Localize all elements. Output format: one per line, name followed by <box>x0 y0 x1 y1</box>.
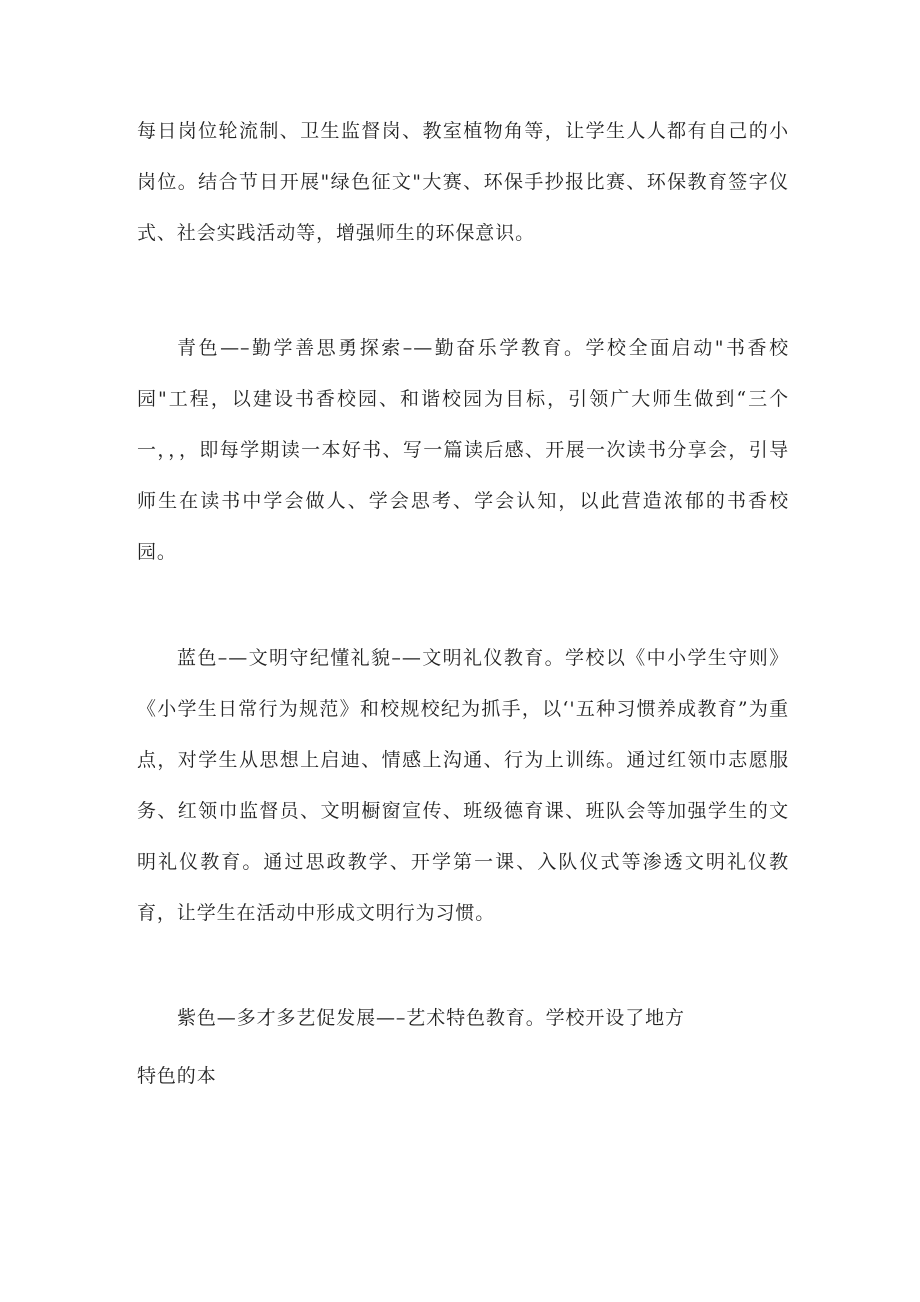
paragraph-environment: 每日岗位轮流制、卫生监督岗、教室植物角等，让学生人人都有自己的小岗位。结合节日开展"绿色征文"大赛、环保手抄报比赛、环保教育签字仪式、社会实践活动等，增强师生的环保意识。 <box>137 120 789 244</box>
paragraph-purple-continued: 特色的本 <box>137 1065 217 1087</box>
paragraph-purple-arts: 紫色—多才多艺促发展—–艺术特色教育。学校开设了地方 <box>177 1007 685 1029</box>
paragraph-blue-etiquette: 蓝色–—文明守纪懂礼貌–—文明礼仪教育。学校以《中小学生守则》《小学生日常行为规范》和校规校纪为抓手，以‘'五种习惯养成教育”为重点，对学生从思想上启迪、情感上沟通、行为上训练。通过红领巾志愿服务、红领巾监督员、文明橱窗宣传、班级德育课、班队会等加强学生的文明礼仪教育。通过思政教学、开学第一课、入队仪式等渗透文明礼仪教育，让学生在活动中形成文明行为习惯。 <box>137 647 789 924</box>
paragraph-cyan-reading: 青色—–勤学善思勇探索–—勤奋乐学教育。学校全面启动"书香校园"工程，以建设书香校园、和谐校园为目标，引领广大师生做到“三个一，，，即每学期读一本好书、写一篇读后感、开展一次读书分享会，引导师生在读书中学会做人、学会思考、学会认知，以此营造浓郁的书香校园。 <box>137 337 789 563</box>
